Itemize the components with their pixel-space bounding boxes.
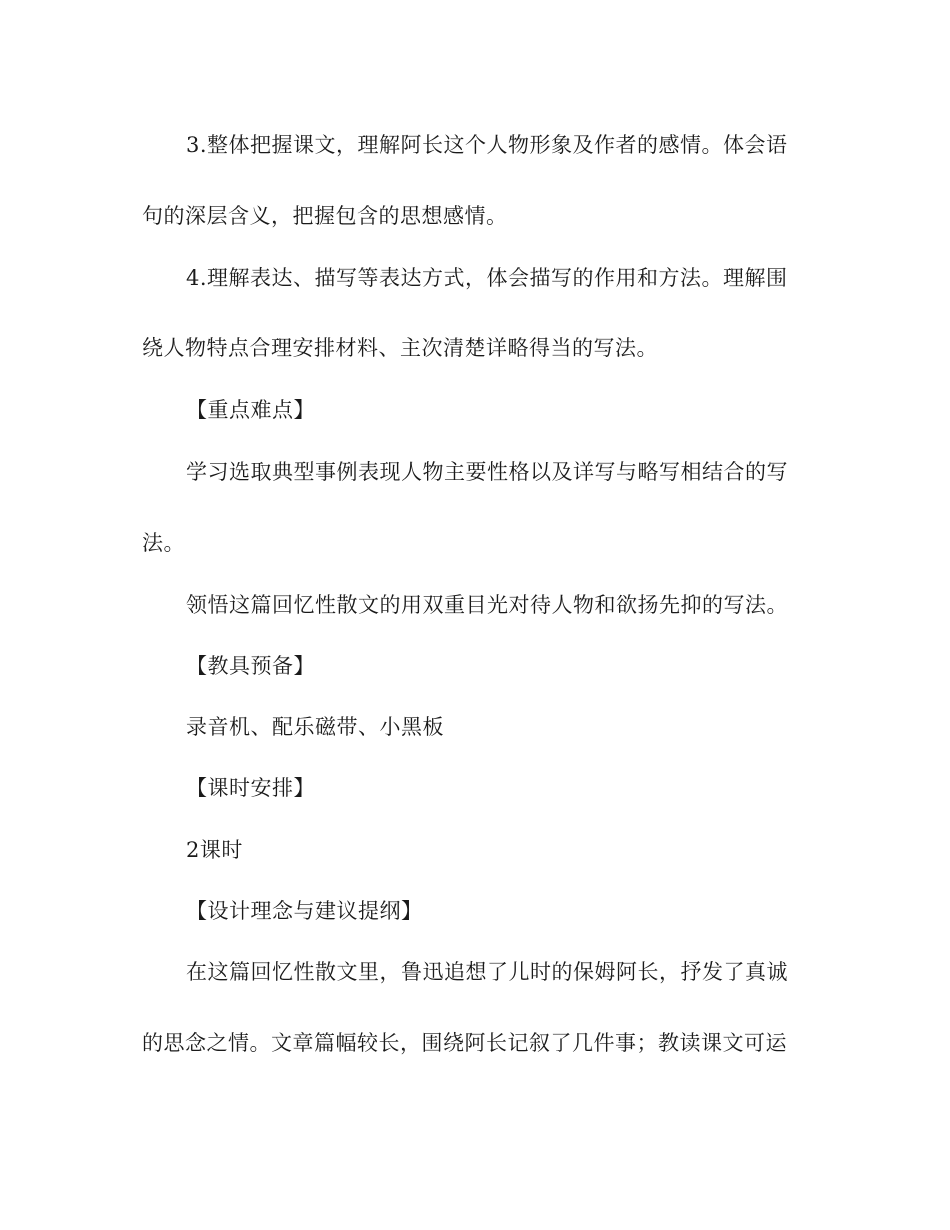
- section-heading: 【课时安排】: [186, 776, 315, 800]
- section-heading: 【重点难点】: [186, 398, 315, 422]
- paragraph-line: 绕人物特点合理安排材料、主次清楚详略得当的写法。: [142, 336, 658, 360]
- paragraph-line: 2课时: [186, 838, 243, 862]
- paragraph-line: 在这篇回忆性散文里，鲁迅追想了儿时的保姆阿长，抒发了真诚: [186, 960, 788, 984]
- section-heading: 【教具预备】: [186, 654, 315, 678]
- paragraph-line: 学习选取典型事例表现人物主要性格以及详写与略写相结合的写: [186, 460, 788, 484]
- paragraph-line: 3.整体把握课文，理解阿长这个人物形象及作者的感情。体会语: [186, 133, 788, 157]
- paragraph-line: 法。: [142, 531, 185, 555]
- paragraph-line: 录音机、配乐磁带、小黑板: [186, 715, 444, 739]
- paragraph-line: 句的深层含义，把握包含的思想感情。: [142, 204, 508, 228]
- paragraph-line: 领悟这篇回忆性散文的用双重目光对待人物和欲扬先抑的写法。: [186, 593, 788, 617]
- section-heading: 【设计理念与建议提纲】: [186, 899, 423, 923]
- paragraph-line: 的思念之情。文章篇幅较长，围绕阿长记叙了几件事；教读课文可运: [142, 1031, 787, 1055]
- paragraph-line: 4.理解表达、描写等表达方式，体会描写的作用和方法。理解围: [186, 266, 788, 290]
